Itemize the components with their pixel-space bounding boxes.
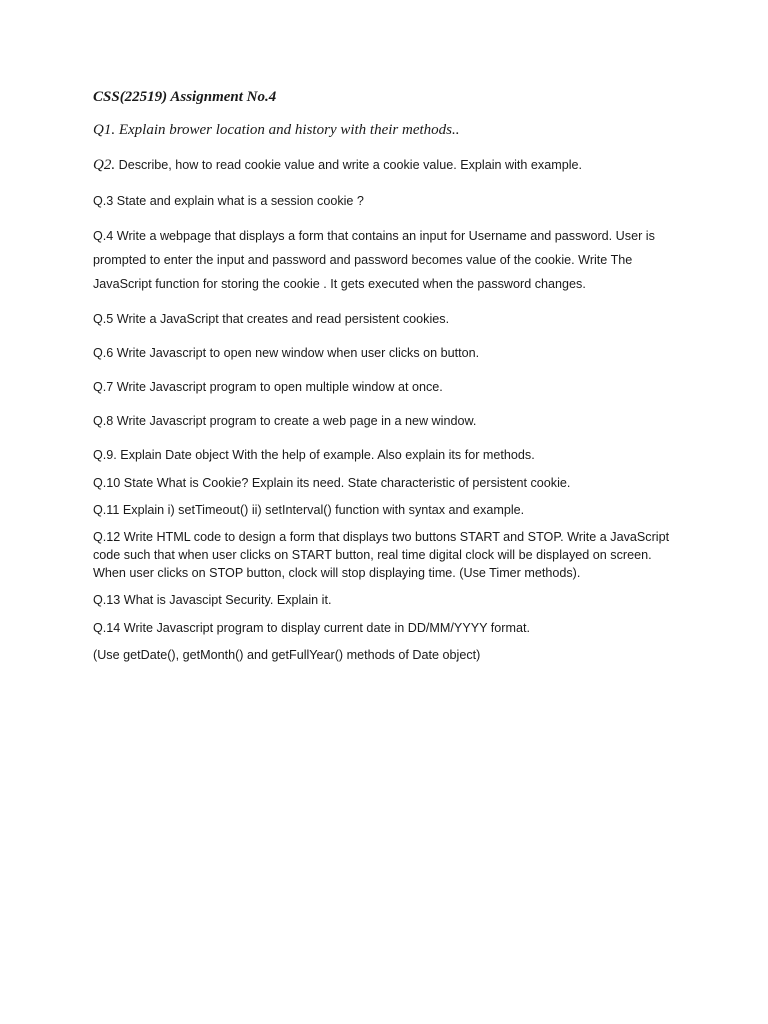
question-9: Q.9. Explain Date object With the help of example. Also explain its for methods.	[93, 448, 535, 462]
question-5: Q.5 Write a JavaScript that creates and read persistent cookies.	[93, 312, 450, 326]
question-4-line-2: prompted to enter the input and password and password becomes value of the cookie. Write The	[93, 253, 633, 267]
question-7: Q.7 Write Javascript program to open multiple window at once.	[93, 380, 443, 394]
question-14-note: (Use getDate(), getMonth() and getFullYear() methods of Date object)	[93, 648, 481, 662]
question-3: Q.3 State and explain what is a session cookie ?	[93, 194, 364, 208]
question-8: Q.8 Write Javascript program to create a web page in a new window.	[93, 414, 477, 428]
question-13: Q.13 What is Javascipt Security. Explain it.	[93, 593, 332, 607]
question-10: Q.10 State What is Cookie? Explain its need. State characteristic of persistent cookie.	[93, 476, 571, 490]
question-14: Q.14 Write Javascript program to display current date in DD/MM/YYYY format.	[93, 621, 530, 635]
question-11: Q.11 Explain i) setTimeout() ii) setInterval() function with syntax and example.	[93, 503, 525, 517]
document-title: CSS(22519) Assignment No.4	[93, 89, 277, 105]
question-2-prefix: Q2.	[93, 157, 116, 173]
question-12-line-1: Q.12 Write HTML code to design a form that displays two buttons START and STOP. Write a JavaScript	[93, 530, 670, 544]
question-2-text: Describe, how to read cookie value and write a cookie value. Explain with example.	[115, 158, 583, 172]
question-4-line-1: Q.4 Write a webpage that displays a form that contains an input for Username and password. User is	[93, 229, 655, 243]
question-4-line-3: JavaScript function for storing the cookie . It gets executed when the password changes.	[93, 277, 586, 291]
question-2	[93, 157, 582, 173]
question-6: Q.6 Write Javascript to open new window when user clicks on button.	[93, 346, 480, 360]
question-12-line-2: code such that when user clicks on START button, real time digital clock will be displayed on screen.	[93, 548, 652, 562]
question-12-line-3: When user clicks on STOP button, clock will stop displaying time. (Use Timer methods).	[93, 566, 581, 580]
question-1: Q1. Explain brower location and history with their methods..	[93, 122, 460, 138]
